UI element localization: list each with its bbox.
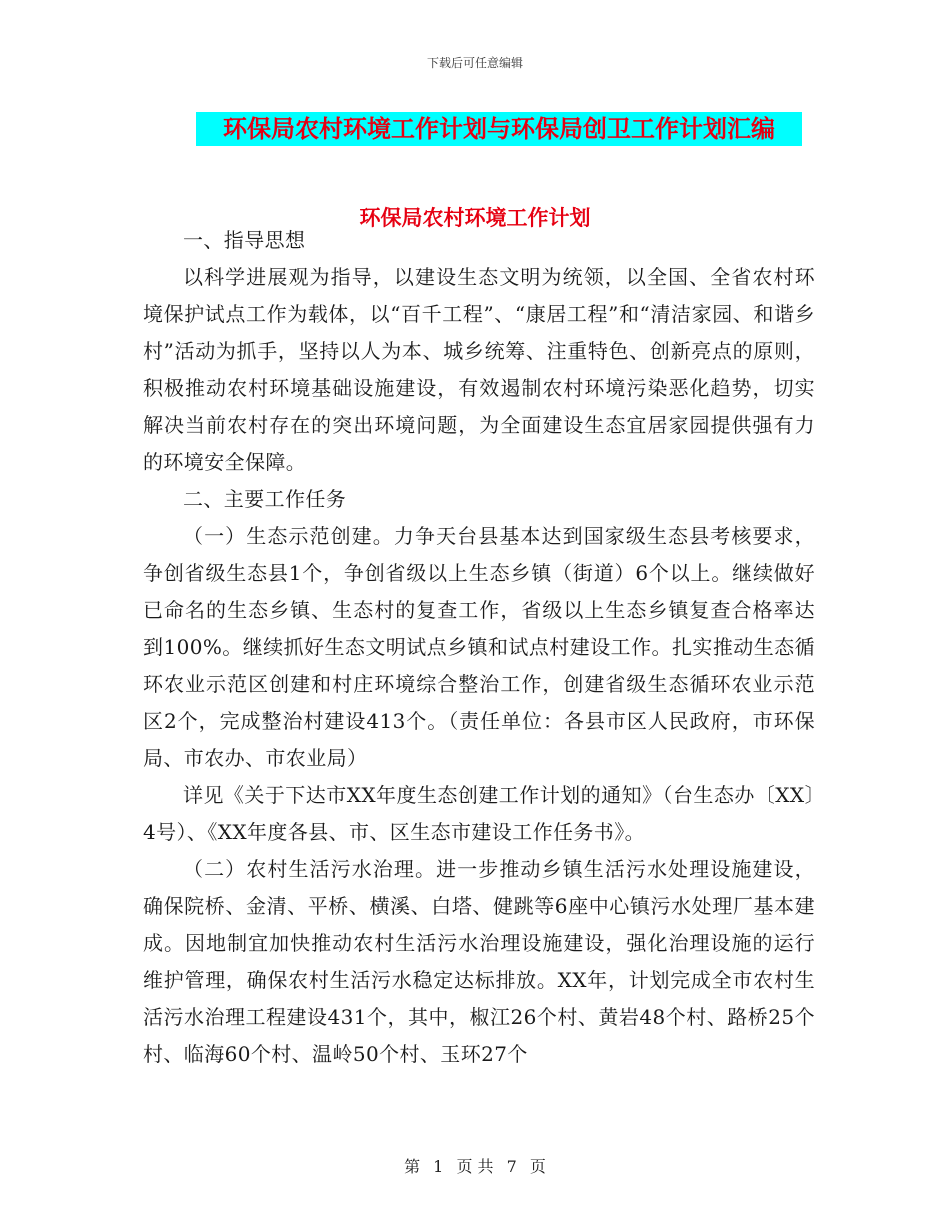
heading-guiding-ideology: 一、指导思想 [183,228,306,252]
page-number: 1 [433,1157,444,1176]
paragraph: 以科学进展观为指导，以建设生态文明为统领，以全国、全省农村环境保护试点工作为载体，以“百千工程”、“康居工程”和“清洁家园、和谐乡村”活动为抓手，坚持以人为本、城乡统筹、注重特色、创新亮点的原则，积极推动农村环境基础设施建设，有效遏制农村环境污染恶化趋势，切实解决当前农村存在的突出环境问题，为全面建设生态宜居家园提供强有力的环境安全保障。 [143,265,815,474]
main-title: 环保局农村环境工作计划与环保局创卫工作计划汇编 [196,112,802,146]
paragraph: 详见《关于下达市XX年度生态创建工作计划的通知》（台生态办〔XX〕4号）、《XX年度各县、市、区生态市建设工作任务书》。 [143,783,815,844]
total-pages: 7 [506,1157,517,1176]
paragraph: （一）生态示范创建。力争天台县基本达到国家级生态县考核要求，争创省级生态县1个，争创省级以上生态乡镇（街道）6个以上。继续做好已命名的生态乡镇、生态村的复查工作，省级以上生态乡镇复查合格率达到100%。继续抓好生态文明试点乡镇和试点村建设工作。扎实推动生态循环农业示范区创建和村庄环境综合整治工作，创建省级生态循环农业示范区2个，完成整治村建设413个。（责任单位：各县市区人民政府，市环保局、市农办、市农业局） [143,524,815,770]
page-footer [0,1154,950,1177]
footer-prefix: 第 [404,1157,421,1176]
heading-main-tasks: 二、主要工作任务 [183,487,347,511]
header-note: 下载后可任意编辑 [426,56,523,70]
document-body [143,222,815,1073]
section-title: 环保局农村环境工作计划 [359,206,591,230]
paragraph: （二）农村生活污水治理。进一步推动乡镇生活污水处理设施建设，确保院桥、金清、平桥、横溪、白塔、健跳等6座中心镇污水处理厂基本建成。因地制宜加快推动农村生活污水治理设施建设，强化治理设施的运行维护管理，确保农村生活污水稳定达标排放。XX年，计划完成全市农村生活污水治理工程建设431个，其中，椒江26个村、黄岩48个村、路桥25个村、临海60个村、温岭50个村、玉环27个 [143,857,815,1066]
footer-middle: 页 共 [456,1157,494,1176]
footer-suffix: 页 [529,1157,546,1176]
